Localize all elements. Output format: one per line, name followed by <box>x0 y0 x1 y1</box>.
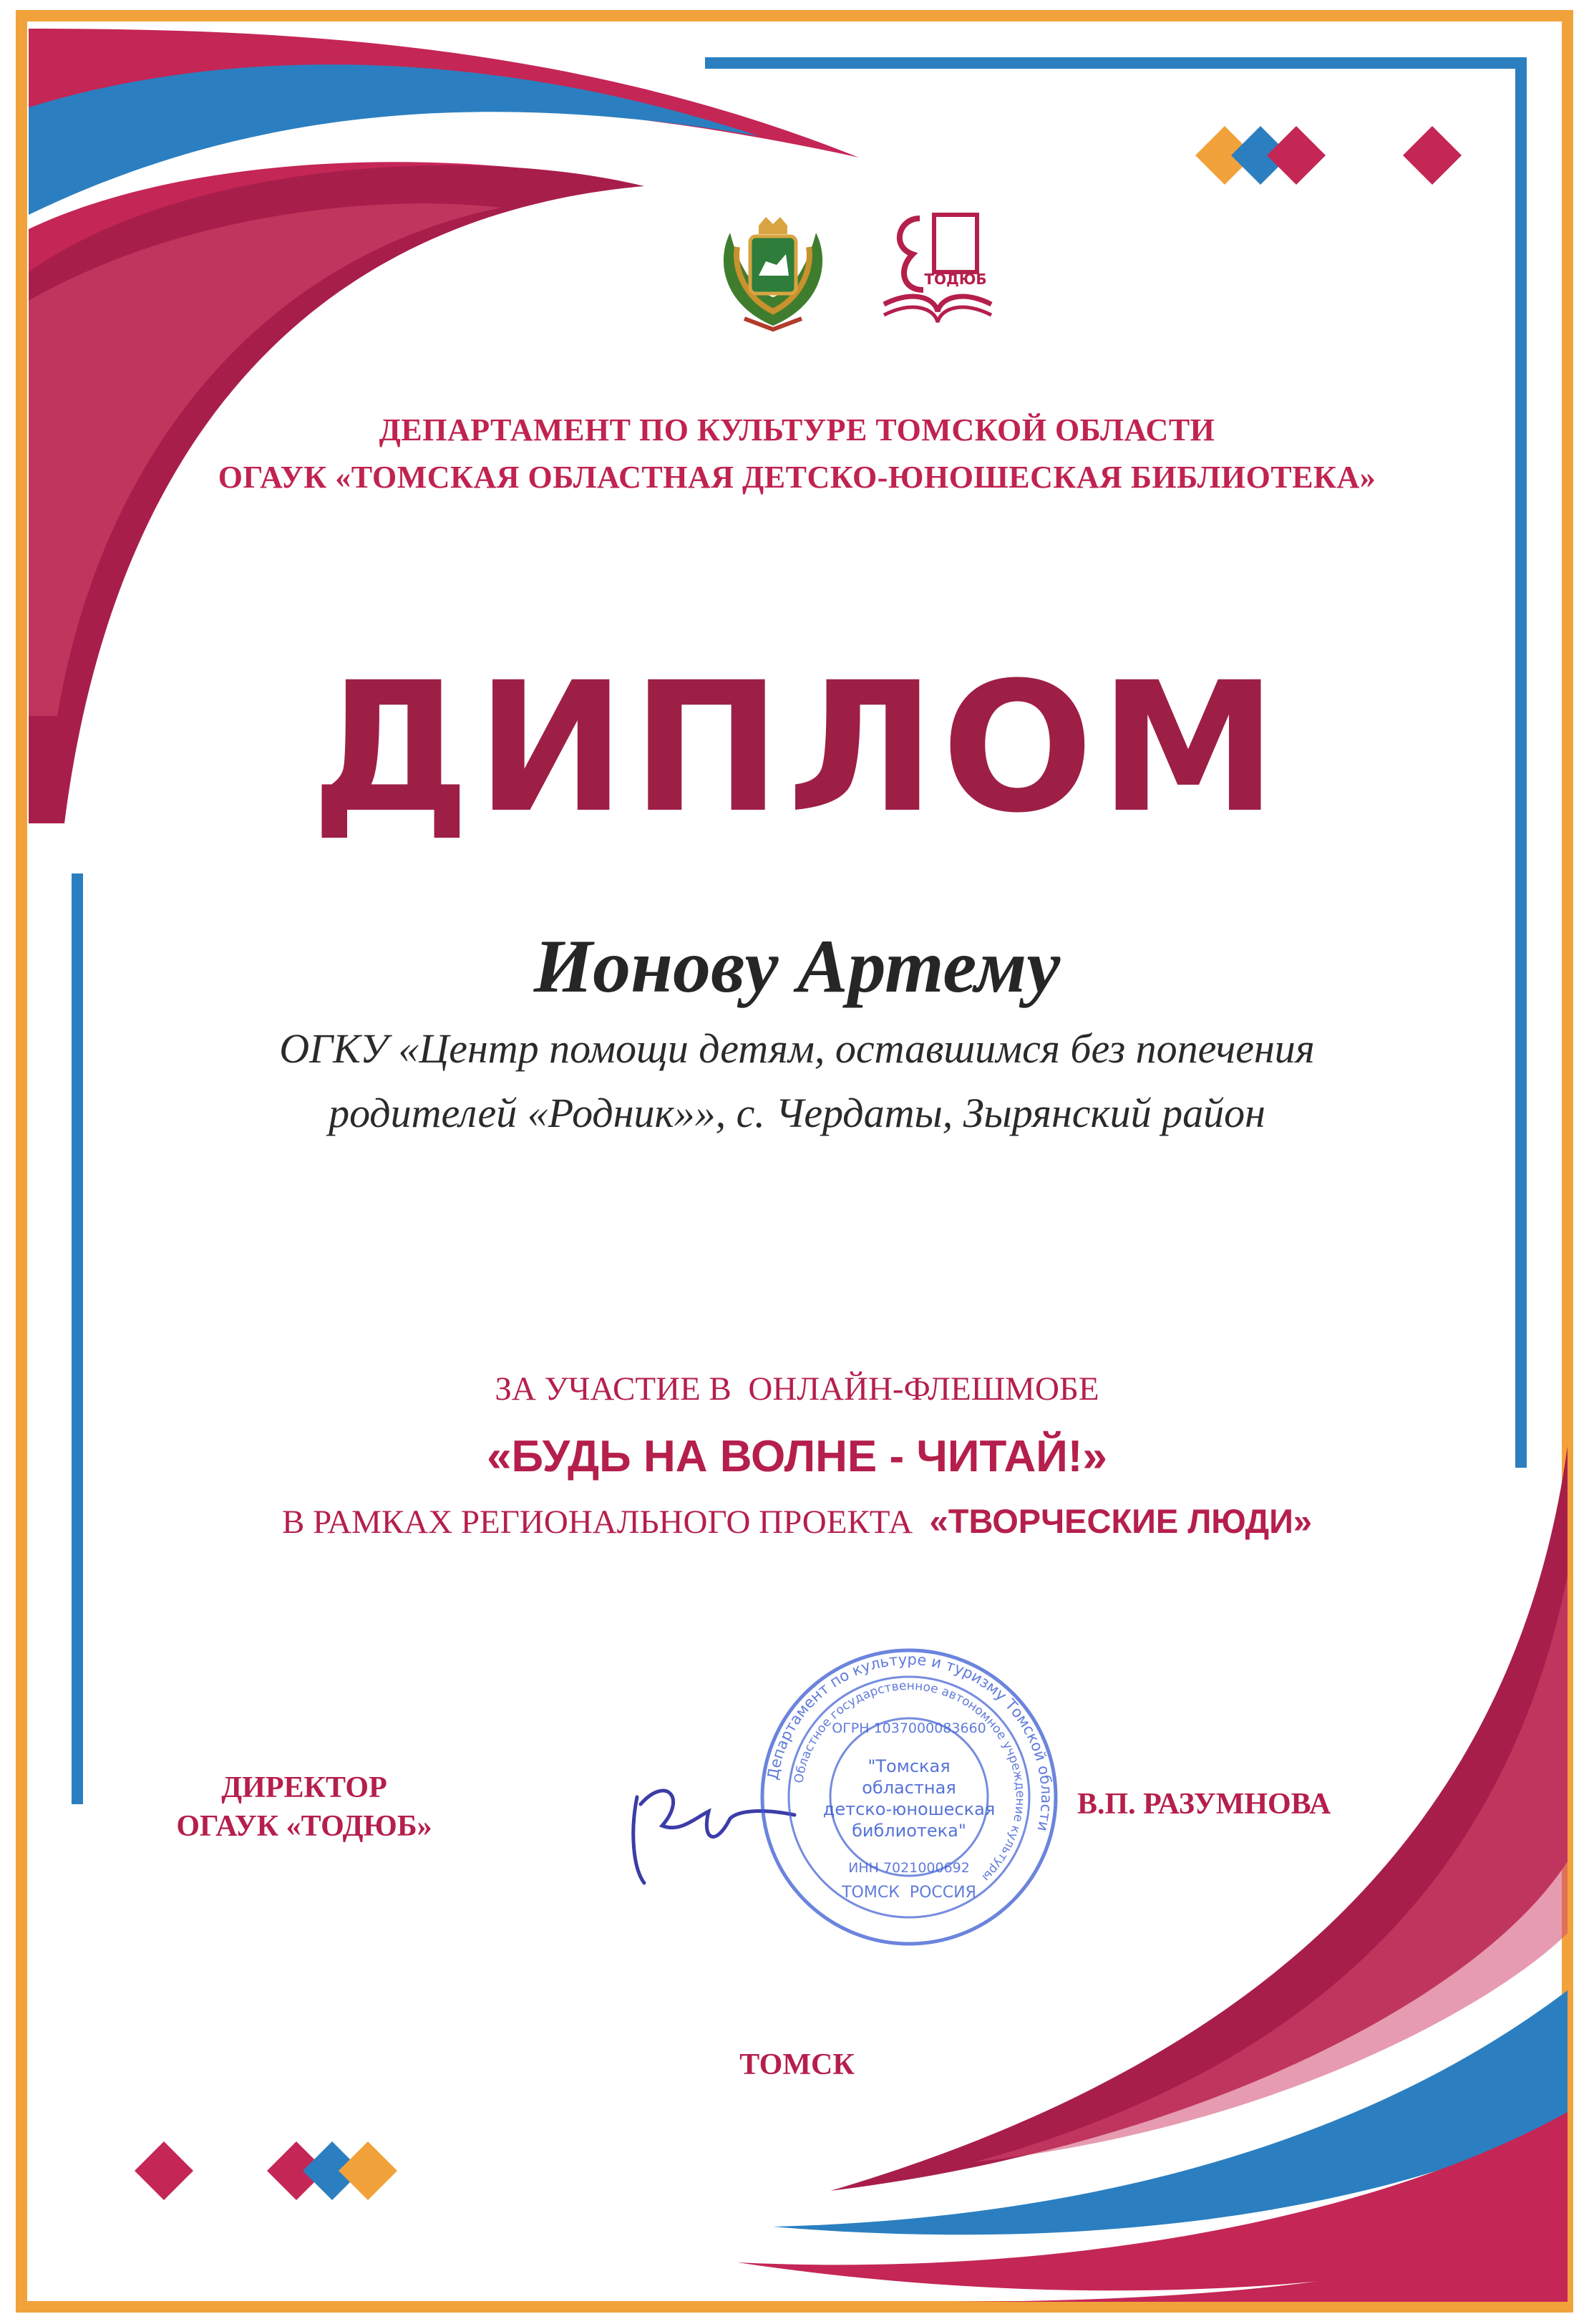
award-project: «ТВОРЧЕСКИЕ ЛЮДИ» <box>929 1502 1313 1540</box>
recipient-org-line-1: ОГКУ «Центр помощи детям, оставшимся без попечения <box>279 1025 1315 1072</box>
stamp-outer-ring: Департамент по культуре и туризму Томской области <box>764 1650 1056 1834</box>
director-line-2: ОГАУК «ТОДЮБ» <box>176 1810 432 1843</box>
stamp-center-1: "Томская <box>868 1756 951 1776</box>
stamp-center-3: детско-юношеская <box>822 1799 996 1819</box>
recipient-name: Ионову Артему <box>533 924 1061 1008</box>
library-logo-icon <box>870 204 1006 329</box>
header-line-2: ОГАУК «ТОМСКАЯ ОБЛАСТНАЯ ДЕТСКО-ЮНОШЕСКАЯ БИБЛИОТЕКА» <box>218 460 1376 495</box>
stamp-city: ТОМСК РОССИЯ <box>842 1884 976 1902</box>
diamond-orange-bottom <box>339 2141 397 2200</box>
award-line-1: ЗА УЧАСТИЕ В ОНЛАЙН-ФЛЕШМОБЕ <box>495 1370 1099 1408</box>
stamp-inn: ИНН 7021000692 <box>848 1860 970 1876</box>
director-line-1: ДИРЕКТОР <box>221 1771 387 1804</box>
header-block <box>0 407 1594 501</box>
library-logo-text: ТОДЮБ <box>924 271 987 288</box>
recipient-org-line-2: родителей «Родник»», с. Чердаты, Зырянский район <box>329 1090 1265 1136</box>
award-line-3 <box>0 1500 1594 1544</box>
signatory-name: В.П. РАЗУМНОВА <box>1077 1788 1331 1821</box>
stamp-inner-ring: Областное государственное автономное учреждение культуры <box>792 1678 1028 1884</box>
diploma-title: ДИПЛОМ <box>311 644 1283 852</box>
stamp-ogrn: ОГРН 1037000083660 <box>832 1720 986 1736</box>
award-event: «БУДЬ НА ВОЛНЕ - ЧИТАЙ!» <box>487 1432 1107 1481</box>
official-stamp <box>759 1647 1059 1947</box>
city-label: ТОМСК <box>739 2048 855 2081</box>
recipient-org <box>0 1017 1594 1146</box>
stamp-center-4: библиотека" <box>852 1821 966 1841</box>
director-title <box>154 1768 455 1846</box>
diamond-red-top <box>1267 126 1326 185</box>
header-line-1: ДЕПАРТАМЕНТ ПО КУЛЬТУРЕ ТОМСКОЙ ОБЛАСТИ <box>379 412 1215 447</box>
coat-of-arms-icon <box>709 204 837 333</box>
diamond-red-bottom-single <box>135 2141 193 2200</box>
award-line-3-prefix: В РАМКАХ РЕГИОНАЛЬНОГО ПРОЕКТА <box>281 1504 913 1541</box>
diamond-red-top-single <box>1403 126 1462 185</box>
stamp-center-2: областная <box>862 1778 956 1798</box>
